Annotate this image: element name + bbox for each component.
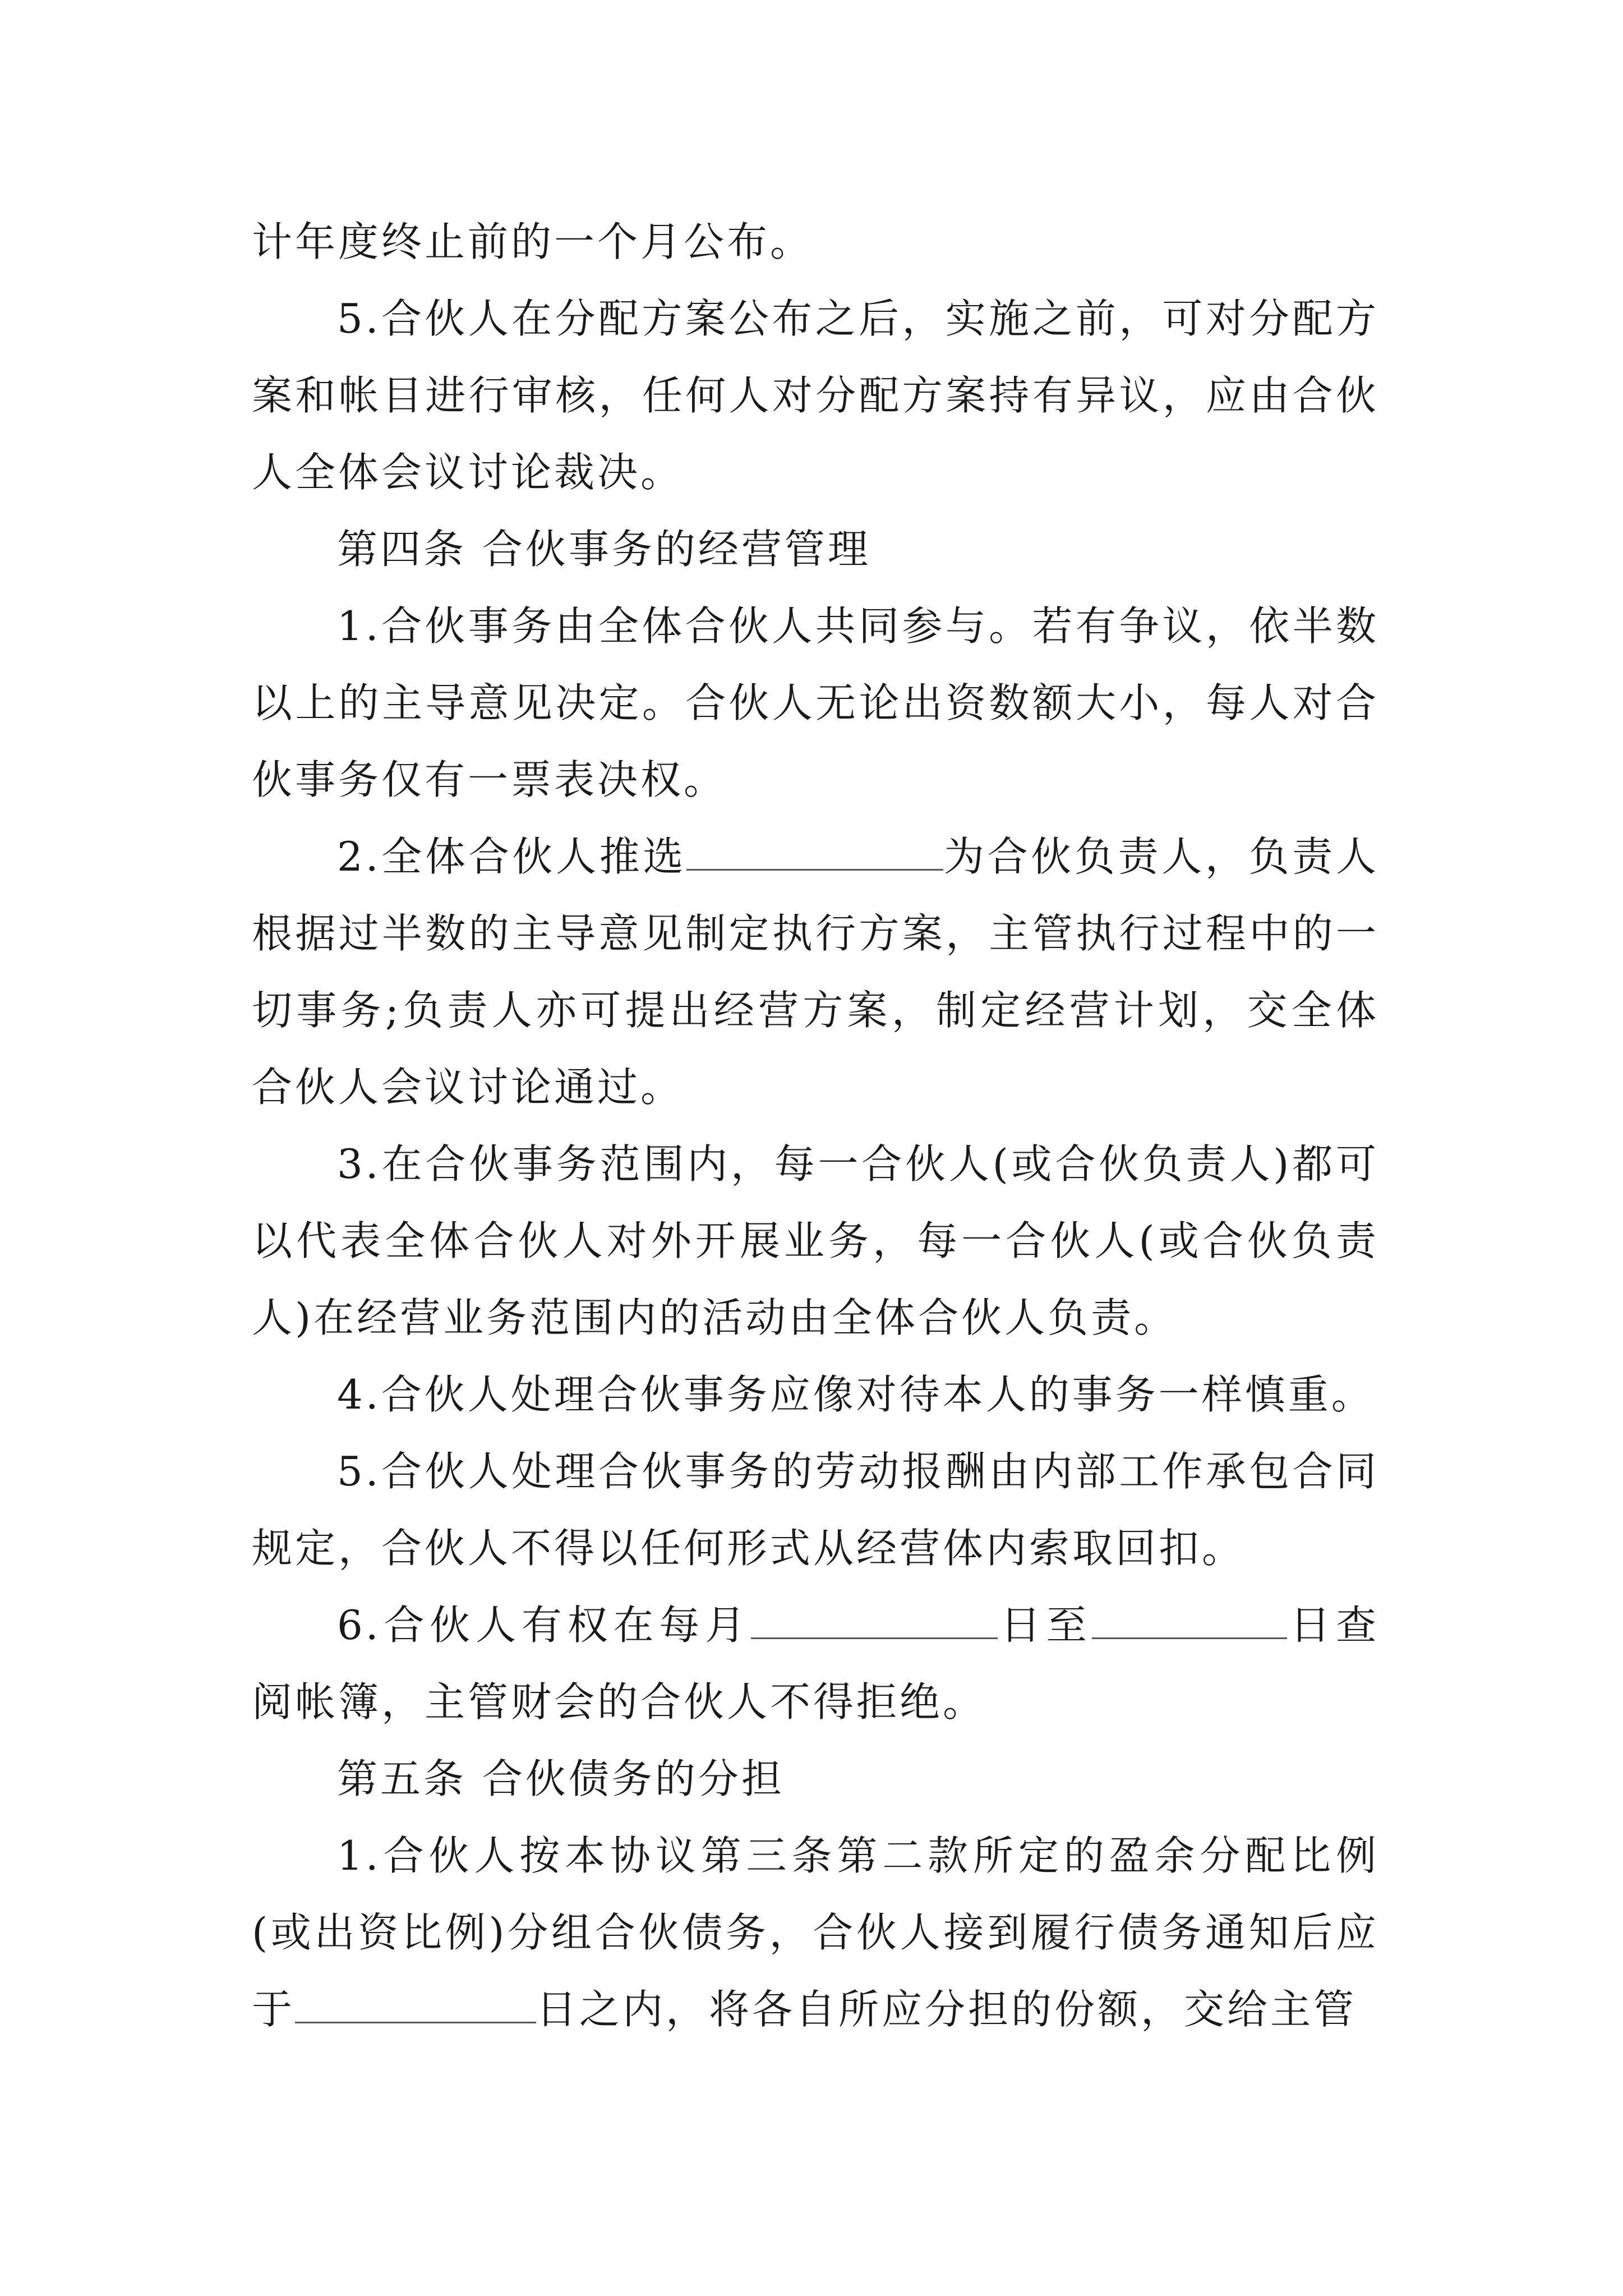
article-4-item-6-mid: 日至 (997, 1602, 1092, 1649)
article-4-item-6-rest: 日查阅帐簿，主管财会的合伙人不得拒绝。 (252, 1602, 1379, 1726)
paragraph-continuation: 计年度终止前的一个月公布。 (252, 218, 814, 265)
article-4-item-1: 1.合伙事务由全体合伙人共同参与。若有争议，依半数以上的主导意见决定。合伙人无论出资数额大小，每人对合伙事务仅有一票表决权。 (252, 602, 1379, 803)
article-5-item-1 (252, 1818, 1379, 2048)
article-4-item-6 (252, 1587, 1379, 1741)
end-day-blank[interactable] (1092, 1605, 1287, 1639)
article-4-item-4: 4.合伙人处理合伙事务应像对待本人的事务一样慎重。 (337, 1371, 1375, 1418)
start-day-blank[interactable] (751, 1605, 998, 1639)
article-4-item-2 (252, 818, 1379, 1126)
article-5-item-1-text: 1.合伙人按本协议第三条第二款所定的盈余分配比例(或出资比例)分组合伙债务，合伙人接到履行债务通知后应 (252, 1832, 1379, 1956)
article-4-item-5: 5.合伙人处理合伙事务的劳动报酬由内部工作承包合同规定，合伙人不得以任何形式从经营体内索取回扣。 (252, 1448, 1379, 1572)
document-body (252, 204, 1379, 2048)
responsible-person-blank[interactable] (686, 836, 943, 871)
article-4-item-2-lead: 2.全体合伙人推选 (337, 833, 687, 880)
due-days-blank[interactable] (295, 1989, 536, 2023)
article-4-heading: 第四条 合伙事务的经营管理 (337, 526, 871, 573)
article-5-heading: 第五条 合伙债务的分担 (337, 1755, 785, 1802)
article-5-item-1-rest: 日之内，将各自所应分担的份额，交给主管 (536, 1986, 1357, 2033)
article-4-item-6-lead: 6.合伙人有权在每月 (337, 1602, 751, 1649)
article-5-item-1-lead: 于 (252, 1986, 296, 2033)
clause-3-item-5: 5.合伙人在分配方案公布之后，实施之前，可对分配方案和帐目进行审核，任何人对分配方案持有异议，应由合伙人全体会议讨论裁决。 (252, 295, 1379, 496)
article-4-item-2-rest: 为合伙负责人，负责人根据过半数的主导意见制定执行方案，主管执行过程中的一切事务;负责人亦可提出经营方案，制定经营计划，交全体合伙人会议讨论通过。 (252, 833, 1379, 1111)
article-4-item-3: 3.在合伙事务范围内，每一合伙人(或合伙负责人)都可以代表全体合伙人对外开展业务，每一合伙人(或合伙负责人)在经营业务范围内的活动由全体合伙人负责。 (252, 1140, 1379, 1341)
